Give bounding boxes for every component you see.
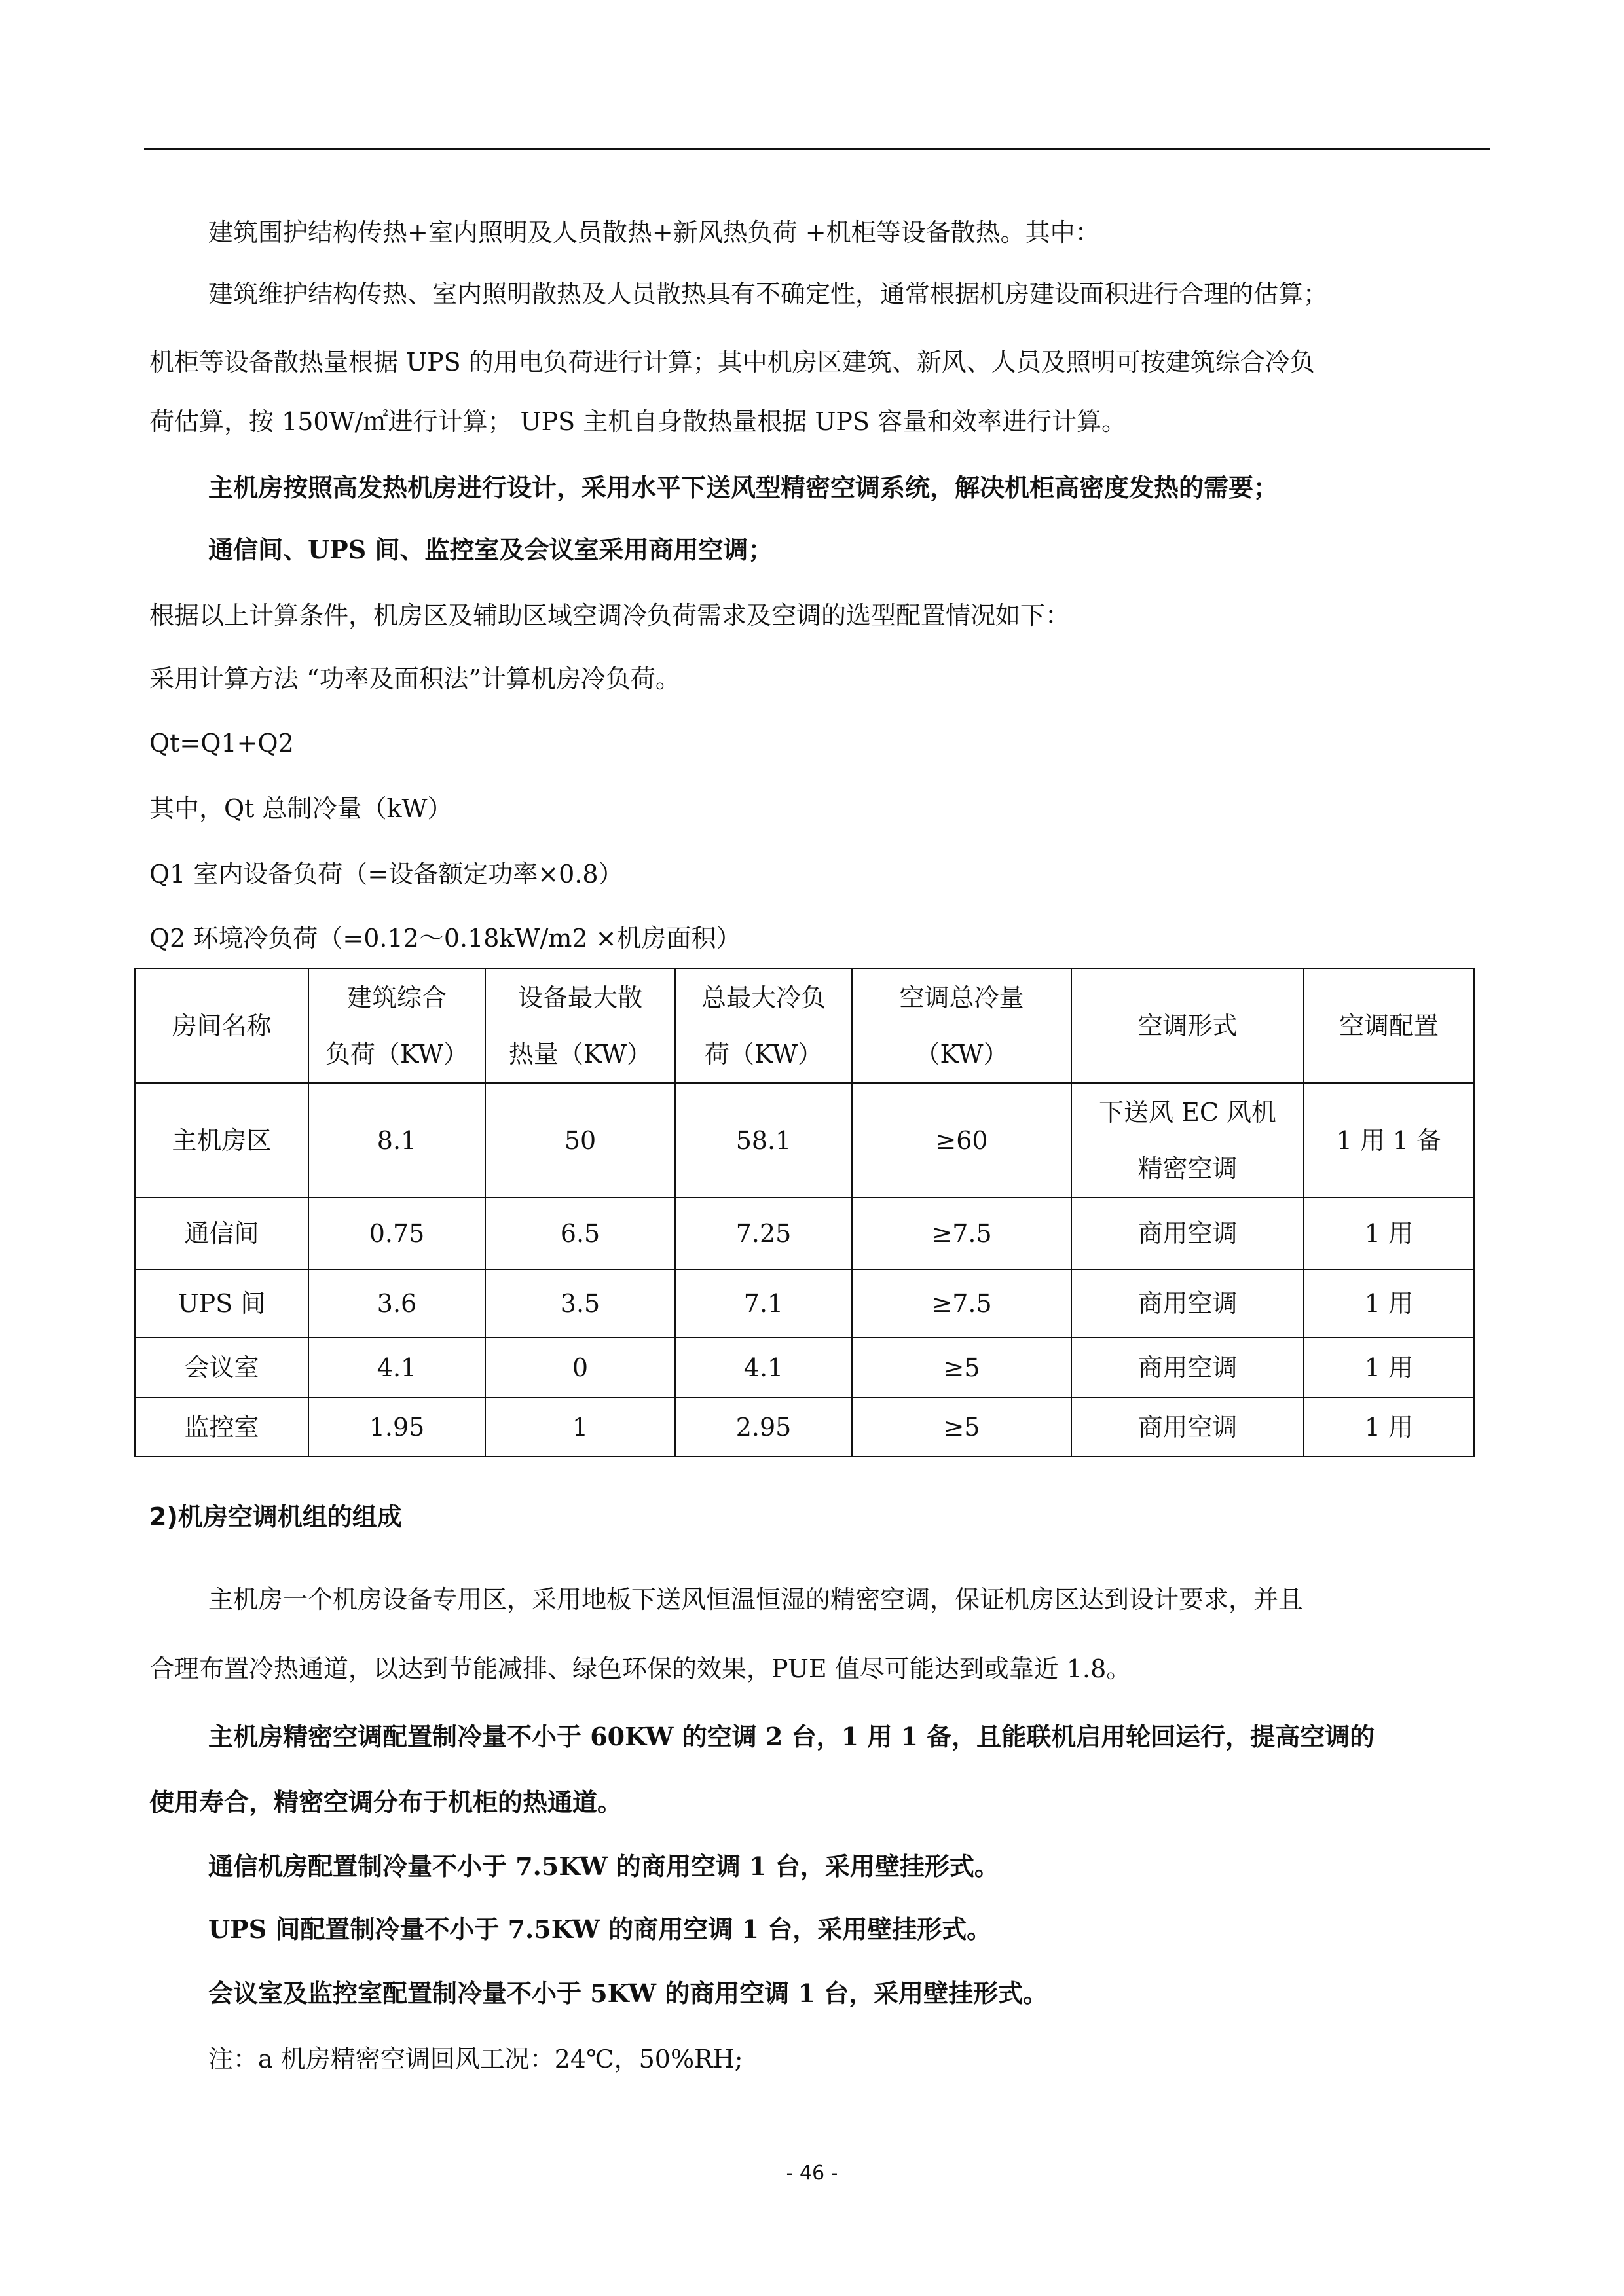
table-row (135, 1269, 1474, 1338)
paragraph: 建筑维护结构传热、室内照明散热及人员散热具有不确定性，通常根据机房建设面积进行合理的估算； (208, 280, 1329, 308)
paragraph: 主机房一个机房设备专用区，采用地板下送风恒温恒湿的精密空调，保证机房区达到设计要求，并且 (208, 1585, 1304, 1614)
paragraph: 采用计算方法 “功率及面积法”计算机房冷负荷。 (149, 665, 680, 693)
cell-equip: 0 (485, 1338, 675, 1398)
table-row (135, 1338, 1474, 1398)
bold-paragraph: 使用寿合，精密空调分布于机柜的热通道。 (149, 1787, 623, 1817)
header-rule (144, 148, 1490, 150)
paragraph: 荷估算，按 150W/㎡进行计算； UPS 主机自身散热量根据 UPS 容量和效率进行计算。 (149, 407, 1127, 436)
paragraph: 建筑围护结构传热+室内照明及人员散热+新风热负荷 +机柜等设备散热。其中： (208, 218, 1100, 247)
cell-equip: 50 (485, 1083, 675, 1197)
cell-total: 7.25 (675, 1197, 852, 1269)
header-building-load: 建筑综合 负荷（KW） (308, 968, 485, 1083)
note: 注：a 机房精密空调回风工况：24℃，50%RH; (208, 2045, 743, 2073)
paragraph: 其中，Qt 总制冷量（kW） (149, 794, 452, 823)
cell-equip: 6.5 (485, 1197, 675, 1269)
cell-ac-total: ≥5 (852, 1398, 1071, 1457)
bold-paragraph: 主机房按照高发热机房进行设计，采用水平下送风型精密空调系统，解决机柜高密度发热的需要； (208, 473, 1279, 502)
table-header-row (135, 968, 1474, 1083)
cell-form: 商用空调 (1071, 1197, 1304, 1269)
header-equipment-heat: 设备最大散 热量（KW） (485, 968, 675, 1083)
page-number: - 46 - (786, 2162, 838, 2185)
header-ac-type: 空调形式 (1071, 968, 1304, 1083)
cell-form: 商用空调 (1071, 1398, 1304, 1457)
header-total-load: 总最大冷负 荷（KW） (675, 968, 852, 1083)
cooling-load-table (134, 968, 1475, 1457)
cell-form: 商用空调 (1071, 1269, 1304, 1338)
cell-config: 1 用 (1304, 1269, 1474, 1338)
paragraph: 根据以上计算条件，机房区及辅助区域空调冷负荷需求及空调的选型配置情况如下： (149, 601, 1071, 630)
cell-total: 2.95 (675, 1398, 852, 1457)
cell-total: 7.1 (675, 1269, 852, 1338)
cell-form: 商用空调 (1071, 1338, 1304, 1398)
section-heading: 2)机房空调机组的组成 (149, 1503, 402, 1531)
bold-paragraph: 会议室及监控室配置制冷量不小于 5KW 的商用空调 1 台，采用壁挂形式。 (208, 1978, 1048, 2008)
cell-room: 通信间 (135, 1197, 308, 1269)
table-row (135, 1398, 1474, 1457)
cell-config: 1 用 1 备 (1304, 1083, 1474, 1197)
header-ac-config: 空调配置 (1304, 968, 1474, 1083)
paragraph: 合理布置冷热通道，以达到节能减排、绿色环保的效果，PUE 值尽可能达到或靠近 1.8。 (149, 1654, 1132, 1683)
cell-equip: 3.5 (485, 1269, 675, 1338)
cell-room: UPS 间 (135, 1269, 308, 1338)
cell-ac-total: ≥7.5 (852, 1197, 1071, 1269)
table-row (135, 1083, 1474, 1197)
table-row (135, 1197, 1474, 1269)
cell-total: 4.1 (675, 1338, 852, 1398)
cell-building: 4.1 (308, 1338, 485, 1398)
bold-paragraph: UPS 间配置制冷量不小于 7.5KW 的商用空调 1 台，采用壁挂形式。 (208, 1914, 992, 1944)
paragraph: 机柜等设备散热量根据 UPS 的用电负荷进行计算；其中机房区建筑、新风、人员及照明可按建筑综合冷负 (149, 348, 1315, 376)
cell-building: 8.1 (308, 1083, 485, 1197)
cell-ac-total: ≥7.5 (852, 1269, 1071, 1338)
cell-config: 1 用 (1304, 1398, 1474, 1457)
bold-paragraph: 通信间、UPS 间、监控室及会议室采用商用空调； (208, 535, 773, 564)
cell-form: 下送风 EC 风机 精密空调 (1071, 1083, 1304, 1197)
bold-paragraph: 主机房精密空调配置制冷量不小于 60KW 的空调 2 台，1 用 1 备，且能联机启用轮回运行，提高空调的 (208, 1722, 1375, 1751)
cell-config: 1 用 (1304, 1197, 1474, 1269)
paragraph: Q1 室内设备负荷（=设备额定功率×0.8） (149, 860, 623, 888)
cell-ac-total: ≥60 (852, 1083, 1071, 1197)
cell-building: 1.95 (308, 1398, 485, 1457)
header-ac-capacity: 空调总冷量 （KW） (852, 968, 1071, 1083)
cell-room: 会议室 (135, 1338, 308, 1398)
cell-room: 主机房区 (135, 1083, 308, 1197)
bold-paragraph: 通信机房配置制冷量不小于 7.5KW 的商用空调 1 台，采用壁挂形式。 (208, 1851, 999, 1881)
header-room-name: 房间名称 (135, 968, 308, 1083)
cell-building: 3.6 (308, 1269, 485, 1338)
cell-total: 58.1 (675, 1083, 852, 1197)
cell-room: 监控室 (135, 1398, 308, 1457)
paragraph: Q2 环境冷负荷（=0.12～0.18kW/m2 ×机房面积） (149, 924, 741, 953)
cell-equip: 1 (485, 1398, 675, 1457)
formula: Qt=Q1+Q2 (149, 729, 294, 757)
cell-building: 0.75 (308, 1197, 485, 1269)
cell-config: 1 用 (1304, 1338, 1474, 1398)
cell-ac-total: ≥5 (852, 1338, 1071, 1398)
